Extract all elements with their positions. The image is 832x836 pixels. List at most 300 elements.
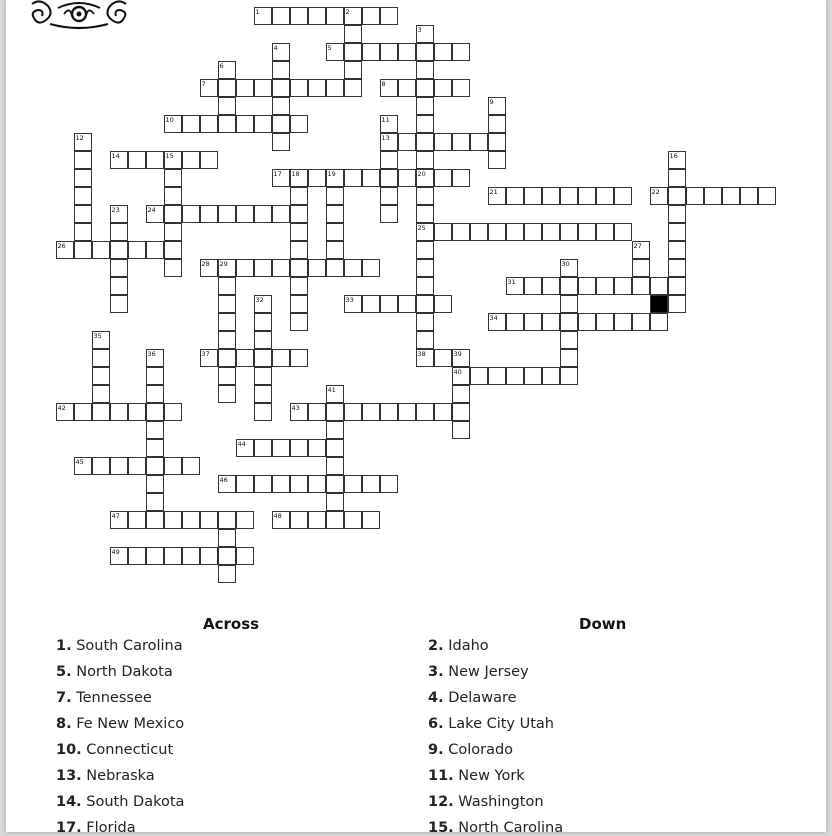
grid-cell[interactable] bbox=[326, 7, 344, 25]
grid-cell[interactable] bbox=[110, 403, 128, 421]
grid-cell[interactable] bbox=[254, 331, 272, 349]
grid-cell[interactable] bbox=[74, 223, 92, 241]
grid-cell[interactable] bbox=[236, 547, 254, 565]
grid-cell[interactable] bbox=[344, 43, 362, 61]
grid-cell[interactable] bbox=[272, 79, 290, 97]
grid-cell[interactable] bbox=[146, 421, 164, 439]
grid-cell[interactable] bbox=[344, 61, 362, 79]
clue-number: 33 bbox=[345, 295, 354, 304]
grid-cell[interactable] bbox=[416, 259, 434, 277]
clue-item-number: 17. bbox=[56, 820, 82, 836]
grid-cell[interactable] bbox=[218, 205, 236, 223]
grid-cell[interactable] bbox=[200, 151, 218, 169]
grid-cell[interactable] bbox=[542, 223, 560, 241]
grid-cell[interactable] bbox=[668, 277, 686, 295]
grid-cell[interactable] bbox=[146, 367, 164, 385]
grid-cell[interactable] bbox=[290, 187, 308, 205]
grid-cell[interactable] bbox=[272, 115, 290, 133]
grid-cell[interactable] bbox=[416, 79, 434, 97]
grid-cell[interactable] bbox=[164, 259, 182, 277]
grid-cell[interactable] bbox=[452, 79, 470, 97]
grid-cell[interactable] bbox=[344, 79, 362, 97]
grid-cell[interactable] bbox=[452, 403, 470, 421]
grid-cell[interactable] bbox=[326, 475, 344, 493]
grid-cell[interactable] bbox=[290, 277, 308, 295]
grid-cell[interactable] bbox=[182, 115, 200, 133]
grid-cell[interactable] bbox=[254, 313, 272, 331]
grid-cell[interactable] bbox=[308, 7, 326, 25]
grid-cell[interactable] bbox=[326, 493, 344, 511]
grid-cell[interactable] bbox=[668, 241, 686, 259]
clue-item-number: 13. bbox=[56, 768, 82, 784]
grid-cell[interactable] bbox=[434, 349, 452, 367]
grid-cell[interactable] bbox=[398, 295, 416, 313]
grid-cell[interactable] bbox=[128, 151, 146, 169]
grid-cell[interactable] bbox=[434, 133, 452, 151]
grid-cell[interactable] bbox=[218, 565, 236, 583]
grid-cell[interactable] bbox=[236, 511, 254, 529]
grid-cell[interactable] bbox=[146, 511, 164, 529]
grid-cell[interactable] bbox=[146, 385, 164, 403]
clue-item-number: 9. bbox=[428, 742, 444, 758]
clue-number: 9 bbox=[489, 97, 494, 106]
grid-cell[interactable] bbox=[668, 259, 686, 277]
grid-cell[interactable] bbox=[416, 331, 434, 349]
grid-cell[interactable] bbox=[326, 421, 344, 439]
grid-cell[interactable] bbox=[578, 223, 596, 241]
clue-number: 34 bbox=[489, 313, 498, 322]
clue-item-text: Delaware bbox=[443, 690, 517, 706]
grid-cell[interactable] bbox=[110, 277, 128, 295]
grid-cell[interactable] bbox=[164, 169, 182, 187]
grid-cell[interactable] bbox=[380, 295, 398, 313]
grid-cell[interactable] bbox=[218, 79, 236, 97]
clue-number: 27 bbox=[633, 241, 642, 250]
grid-cell[interactable] bbox=[290, 259, 308, 277]
grid-cell[interactable] bbox=[488, 151, 506, 169]
grid-cell[interactable] bbox=[560, 331, 578, 349]
grid-cell[interactable] bbox=[668, 295, 686, 313]
grid-cell[interactable] bbox=[362, 259, 380, 277]
grid-cell[interactable] bbox=[560, 295, 578, 313]
grid-cell[interactable] bbox=[218, 367, 236, 385]
grid-cell[interactable] bbox=[164, 457, 182, 475]
grid-cell[interactable] bbox=[290, 511, 308, 529]
grid-cell[interactable] bbox=[344, 169, 362, 187]
clue-number: 42 bbox=[57, 403, 66, 412]
across-clue-item bbox=[56, 794, 184, 810]
grid-cell[interactable] bbox=[92, 367, 110, 385]
grid-cell[interactable] bbox=[542, 187, 560, 205]
grid-cell[interactable] bbox=[362, 7, 380, 25]
clue-item-text: South Dakota bbox=[81, 794, 185, 810]
clue-number: 6 bbox=[219, 61, 224, 70]
grid-cell[interactable] bbox=[632, 313, 650, 331]
grid-cell[interactable] bbox=[146, 439, 164, 457]
clue-number: 4 bbox=[273, 43, 278, 52]
grid-cell[interactable] bbox=[290, 313, 308, 331]
grid-cell[interactable] bbox=[560, 223, 578, 241]
grid-cell[interactable] bbox=[542, 313, 560, 331]
grid-cell[interactable] bbox=[578, 313, 596, 331]
grid-cell[interactable] bbox=[164, 241, 182, 259]
grid-cell[interactable] bbox=[290, 223, 308, 241]
clue-number: 7 bbox=[201, 79, 206, 88]
grid-cell[interactable] bbox=[560, 367, 578, 385]
grid-cell[interactable] bbox=[524, 223, 542, 241]
grid-cell[interactable] bbox=[722, 187, 740, 205]
down-clue-item bbox=[428, 664, 529, 680]
grid-cell[interactable] bbox=[524, 313, 542, 331]
grid-cell[interactable] bbox=[74, 403, 92, 421]
grid-cell[interactable] bbox=[218, 529, 236, 547]
grid-cell[interactable] bbox=[344, 475, 362, 493]
grid-cell[interactable] bbox=[110, 223, 128, 241]
grid-cell[interactable] bbox=[380, 169, 398, 187]
grid-cell[interactable] bbox=[290, 79, 308, 97]
grid-cell[interactable] bbox=[92, 403, 110, 421]
clue-item-text: North Carolina bbox=[453, 820, 564, 836]
grid-cell[interactable] bbox=[272, 349, 290, 367]
grid-cell[interactable] bbox=[668, 169, 686, 187]
grid-cell[interactable] bbox=[218, 349, 236, 367]
grid-cell[interactable] bbox=[326, 511, 344, 529]
grid-cell[interactable] bbox=[668, 187, 686, 205]
grid-cell[interactable] bbox=[74, 205, 92, 223]
grid-cell[interactable] bbox=[362, 511, 380, 529]
grid-cell[interactable] bbox=[326, 223, 344, 241]
grid-cell[interactable] bbox=[236, 79, 254, 97]
grid-cell[interactable] bbox=[326, 439, 344, 457]
grid-cell[interactable] bbox=[74, 151, 92, 169]
grid-cell[interactable] bbox=[218, 115, 236, 133]
grid-cell[interactable] bbox=[434, 295, 452, 313]
grid-cell[interactable] bbox=[92, 349, 110, 367]
grid-cell[interactable] bbox=[380, 475, 398, 493]
grid-cell[interactable] bbox=[380, 403, 398, 421]
grid-cell[interactable] bbox=[128, 511, 146, 529]
grid-cell[interactable] bbox=[344, 259, 362, 277]
grid-cell[interactable] bbox=[146, 151, 164, 169]
grid-cell[interactable] bbox=[524, 277, 542, 295]
grid-cell[interactable] bbox=[308, 403, 326, 421]
grid-cell[interactable] bbox=[254, 439, 272, 457]
grid-cell[interactable] bbox=[596, 187, 614, 205]
grid-cell[interactable] bbox=[92, 385, 110, 403]
grid-cell[interactable] bbox=[362, 43, 380, 61]
grid-cell[interactable] bbox=[236, 205, 254, 223]
grid-cell[interactable] bbox=[470, 367, 488, 385]
grid-cell[interactable] bbox=[452, 223, 470, 241]
grid-cell[interactable] bbox=[164, 403, 182, 421]
grid-cell[interactable] bbox=[632, 259, 650, 277]
clue-number: 36 bbox=[147, 349, 156, 358]
grid-cell[interactable] bbox=[326, 259, 344, 277]
grid-cell[interactable] bbox=[272, 97, 290, 115]
clue-number: 17 bbox=[273, 169, 282, 178]
grid-cell[interactable] bbox=[200, 115, 218, 133]
clue-number: 32 bbox=[255, 295, 264, 304]
grid-cell[interactable] bbox=[362, 475, 380, 493]
grid-cell[interactable] bbox=[290, 241, 308, 259]
grid-cell[interactable] bbox=[668, 205, 686, 223]
grid-cell[interactable] bbox=[416, 187, 434, 205]
grid-cell[interactable] bbox=[470, 223, 488, 241]
grid-cell[interactable] bbox=[110, 259, 128, 277]
grid-cell[interactable] bbox=[254, 115, 272, 133]
grid-cell[interactable] bbox=[344, 25, 362, 43]
grid-cell[interactable] bbox=[452, 421, 470, 439]
clue-number: 22 bbox=[651, 187, 660, 196]
clue-number: 12 bbox=[75, 133, 84, 142]
grid-cell[interactable] bbox=[614, 223, 632, 241]
grid-cell[interactable] bbox=[416, 403, 434, 421]
grid-cell[interactable] bbox=[164, 187, 182, 205]
clue-item-number: 8. bbox=[56, 716, 72, 732]
grid-cell[interactable] bbox=[560, 349, 578, 367]
grid-cell[interactable] bbox=[596, 313, 614, 331]
grid-cell[interactable] bbox=[218, 385, 236, 403]
grid-cell[interactable] bbox=[272, 133, 290, 151]
grid-cell[interactable] bbox=[452, 385, 470, 403]
grid-cell[interactable] bbox=[578, 187, 596, 205]
grid-cell[interactable] bbox=[434, 43, 452, 61]
grid-cell[interactable] bbox=[452, 43, 470, 61]
grid-cell[interactable] bbox=[272, 259, 290, 277]
grid-cell[interactable] bbox=[164, 547, 182, 565]
grid-cell[interactable] bbox=[434, 79, 452, 97]
grid-cell[interactable] bbox=[398, 133, 416, 151]
grid-cell[interactable] bbox=[650, 313, 668, 331]
grid-cell[interactable] bbox=[164, 223, 182, 241]
grid-cell[interactable] bbox=[344, 403, 362, 421]
clue-item-number: 12. bbox=[428, 794, 454, 810]
grid-cell[interactable] bbox=[416, 277, 434, 295]
grid-cell[interactable] bbox=[236, 349, 254, 367]
grid-cell[interactable] bbox=[146, 475, 164, 493]
grid-cell[interactable] bbox=[416, 205, 434, 223]
grid-cell[interactable] bbox=[146, 547, 164, 565]
grid-cell[interactable] bbox=[380, 205, 398, 223]
grid-cell[interactable] bbox=[128, 457, 146, 475]
grid-cell[interactable] bbox=[254, 79, 272, 97]
grid-cell[interactable] bbox=[290, 115, 308, 133]
grid-cell[interactable] bbox=[290, 439, 308, 457]
grid-cell[interactable] bbox=[164, 511, 182, 529]
grid-cell[interactable] bbox=[380, 151, 398, 169]
grid-cell[interactable] bbox=[218, 313, 236, 331]
grid-cell[interactable] bbox=[704, 187, 722, 205]
grid-cell[interactable] bbox=[362, 295, 380, 313]
grid-cell[interactable] bbox=[272, 439, 290, 457]
grid-cell[interactable] bbox=[632, 277, 650, 295]
grid-cell[interactable] bbox=[452, 169, 470, 187]
clue-item-text: Tennessee bbox=[71, 690, 152, 706]
grid-cell[interactable] bbox=[560, 277, 578, 295]
grid-cell[interactable] bbox=[542, 277, 560, 295]
grid-cell[interactable] bbox=[308, 79, 326, 97]
grid-cell[interactable] bbox=[272, 475, 290, 493]
grid-cell[interactable] bbox=[254, 349, 272, 367]
grid-cell[interactable] bbox=[380, 7, 398, 25]
grid-cell[interactable] bbox=[524, 367, 542, 385]
grid-cell[interactable] bbox=[740, 187, 758, 205]
grid-cell[interactable] bbox=[488, 133, 506, 151]
grid-cell[interactable] bbox=[218, 547, 236, 565]
grid-cell[interactable] bbox=[200, 511, 218, 529]
grid-cell[interactable] bbox=[326, 457, 344, 475]
grid-cell[interactable] bbox=[614, 277, 632, 295]
grid-cell[interactable] bbox=[416, 115, 434, 133]
grid-cell[interactable] bbox=[614, 187, 632, 205]
grid-cell[interactable] bbox=[542, 367, 560, 385]
clue-number: 11 bbox=[381, 115, 390, 124]
grid-cell[interactable] bbox=[146, 493, 164, 511]
clue-number: 45 bbox=[75, 457, 84, 466]
grid-cell[interactable] bbox=[452, 133, 470, 151]
grid-cell[interactable] bbox=[146, 403, 164, 421]
grid-cell[interactable] bbox=[380, 43, 398, 61]
grid-cell[interactable] bbox=[110, 457, 128, 475]
grid-cell[interactable] bbox=[434, 223, 452, 241]
grid-cell[interactable] bbox=[380, 187, 398, 205]
grid-cell[interactable] bbox=[416, 61, 434, 79]
clue-number: 40 bbox=[453, 367, 462, 376]
grid-cell[interactable] bbox=[362, 403, 380, 421]
grid-cell[interactable] bbox=[110, 295, 128, 313]
grid-cell[interactable] bbox=[308, 259, 326, 277]
grid-cell[interactable] bbox=[308, 475, 326, 493]
grid-cell[interactable] bbox=[596, 277, 614, 295]
grid-cell[interactable] bbox=[272, 61, 290, 79]
grid-cell[interactable] bbox=[218, 511, 236, 529]
grid-cell[interactable] bbox=[182, 205, 200, 223]
grid-cell[interactable] bbox=[434, 169, 452, 187]
grid-cell[interactable] bbox=[416, 313, 434, 331]
grid-cell[interactable] bbox=[146, 457, 164, 475]
grid-cell[interactable] bbox=[92, 457, 110, 475]
grid-cell[interactable] bbox=[290, 349, 308, 367]
grid-cell[interactable] bbox=[416, 241, 434, 259]
clue-item-number: 6. bbox=[428, 716, 444, 732]
grid-cell[interactable] bbox=[128, 241, 146, 259]
clue-number: 5 bbox=[327, 43, 332, 52]
grid-cell[interactable] bbox=[218, 331, 236, 349]
grid-cell[interactable] bbox=[128, 403, 146, 421]
grid-cell[interactable] bbox=[254, 385, 272, 403]
grid-cell[interactable] bbox=[686, 187, 704, 205]
grid-cell[interactable] bbox=[560, 187, 578, 205]
clue-item-text: Lake City Utah bbox=[443, 716, 554, 732]
across-clue-item bbox=[56, 820, 136, 836]
grid-cell[interactable] bbox=[236, 475, 254, 493]
grid-cell[interactable] bbox=[182, 457, 200, 475]
grid-cell[interactable] bbox=[416, 133, 434, 151]
grid-cell[interactable] bbox=[650, 277, 668, 295]
grid-cell[interactable] bbox=[362, 169, 380, 187]
grid-cell[interactable] bbox=[326, 79, 344, 97]
grid-cell[interactable] bbox=[200, 547, 218, 565]
grid-cell[interactable] bbox=[110, 241, 128, 259]
clue-number: 49 bbox=[111, 547, 120, 556]
grid-cell[interactable] bbox=[164, 205, 182, 223]
grid-cell[interactable] bbox=[560, 313, 578, 331]
grid-cell[interactable] bbox=[506, 223, 524, 241]
grid-cell[interactable] bbox=[272, 205, 290, 223]
grid-cell[interactable] bbox=[506, 367, 524, 385]
grid-cell[interactable] bbox=[254, 205, 272, 223]
grid-cell[interactable] bbox=[488, 115, 506, 133]
grid-cell[interactable] bbox=[344, 511, 362, 529]
grid-cell[interactable] bbox=[398, 79, 416, 97]
grid-cell[interactable] bbox=[308, 511, 326, 529]
grid-cell[interactable] bbox=[416, 151, 434, 169]
grid-cell[interactable] bbox=[290, 295, 308, 313]
grid-cell[interactable] bbox=[146, 241, 164, 259]
grid-cell[interactable] bbox=[254, 259, 272, 277]
grid-cell[interactable] bbox=[218, 97, 236, 115]
grid-cell[interactable] bbox=[614, 313, 632, 331]
grid-cell[interactable] bbox=[308, 439, 326, 457]
grid-cell[interactable] bbox=[398, 403, 416, 421]
grid-cell[interactable] bbox=[128, 547, 146, 565]
grid-cell[interactable] bbox=[272, 7, 290, 25]
grid-cell[interactable] bbox=[326, 187, 344, 205]
grid-cell[interactable] bbox=[218, 295, 236, 313]
grid-cell[interactable] bbox=[74, 187, 92, 205]
grid-cell[interactable] bbox=[308, 169, 326, 187]
grid-cell[interactable] bbox=[524, 187, 542, 205]
grid-cell[interactable] bbox=[254, 367, 272, 385]
grid-cell[interactable] bbox=[254, 475, 272, 493]
grid-cell[interactable] bbox=[92, 241, 110, 259]
grid-cell[interactable] bbox=[416, 295, 434, 313]
grid-cell[interactable] bbox=[596, 223, 614, 241]
grid-cell[interactable] bbox=[326, 241, 344, 259]
grid-cell[interactable] bbox=[74, 169, 92, 187]
grid-cell[interactable] bbox=[236, 259, 254, 277]
grid-cell[interactable] bbox=[74, 241, 92, 259]
grid-cell[interactable] bbox=[218, 277, 236, 295]
grid-cell[interactable] bbox=[290, 205, 308, 223]
grid-cell[interactable] bbox=[182, 151, 200, 169]
grid-cell[interactable] bbox=[470, 133, 488, 151]
grid-cell[interactable] bbox=[254, 403, 272, 421]
grid-cell[interactable] bbox=[488, 223, 506, 241]
grid-cell[interactable] bbox=[416, 97, 434, 115]
grid-cell[interactable] bbox=[326, 403, 344, 421]
grid-cell[interactable] bbox=[488, 367, 506, 385]
clue-item-text: New Jersey bbox=[443, 664, 529, 680]
grid-cell[interactable] bbox=[182, 547, 200, 565]
grid-cell[interactable] bbox=[398, 43, 416, 61]
clue-item-number: 1. bbox=[56, 638, 72, 654]
grid-cell[interactable] bbox=[290, 7, 308, 25]
grid-cell[interactable] bbox=[506, 313, 524, 331]
grid-cell[interactable] bbox=[236, 115, 254, 133]
grid-cell[interactable] bbox=[758, 187, 776, 205]
grid-cell[interactable] bbox=[506, 187, 524, 205]
grid-cell[interactable] bbox=[290, 475, 308, 493]
grid-cell[interactable] bbox=[578, 277, 596, 295]
grid-cell[interactable] bbox=[434, 403, 452, 421]
grid-cell[interactable] bbox=[200, 205, 218, 223]
grid-cell[interactable] bbox=[182, 511, 200, 529]
grid-cell[interactable] bbox=[416, 43, 434, 61]
grid-cell[interactable] bbox=[668, 223, 686, 241]
grid-cell[interactable] bbox=[398, 169, 416, 187]
grid-cell[interactable] bbox=[326, 205, 344, 223]
